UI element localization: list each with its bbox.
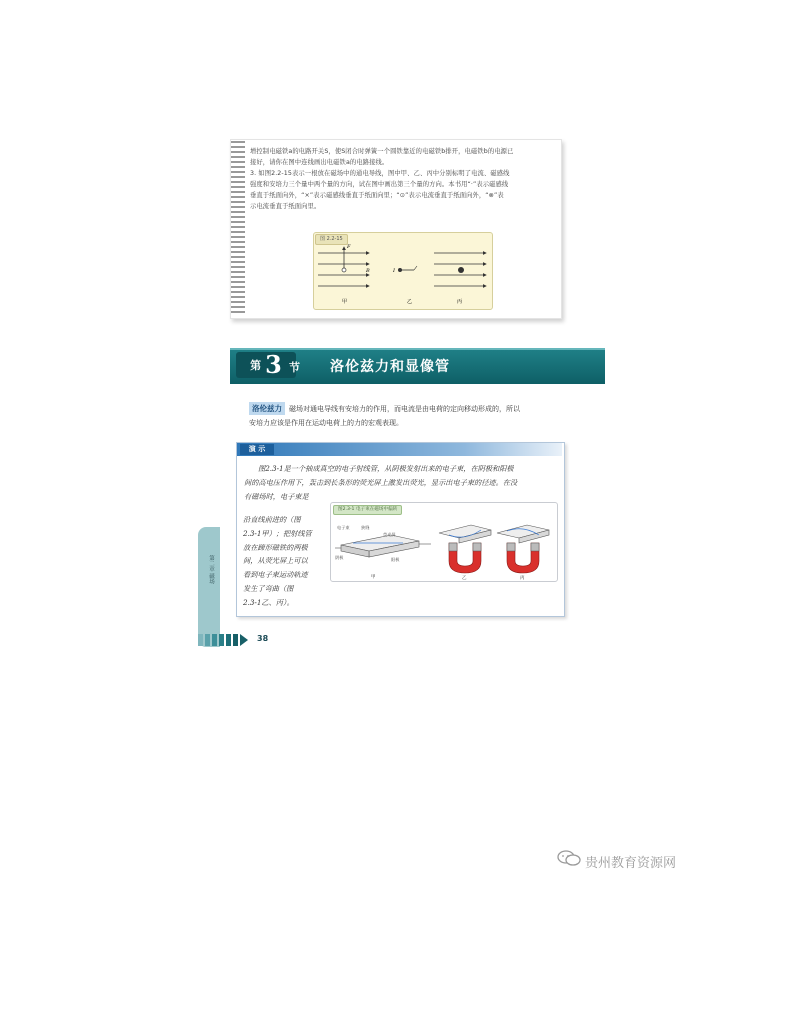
page-marker <box>198 632 256 652</box>
panel-label: 丙 <box>457 299 463 305</box>
exercise-line: 接好，请你在图中连线画出电磁铁a的电路接线。 <box>250 159 389 166</box>
watermark-text: 贵州教育资源网 <box>585 856 677 871</box>
intro-line: 磁场对通电导线有安培力的作用，而电流是由电荷的定向移动形成的，所以 <box>289 405 520 413</box>
page-number: 38 <box>257 634 269 643</box>
chapter-side-tab <box>198 527 220 647</box>
panel-label: 乙 <box>407 299 413 305</box>
label-electron: 电子束 <box>337 525 350 530</box>
figure-caption: 图 2.2-15 <box>315 234 348 245</box>
tube-jia <box>335 535 431 557</box>
chapter-label: 第二章 磁场 <box>208 555 214 585</box>
panel-label: 甲 <box>371 575 376 580</box>
exercise-line: 强度和安培力三个量中两个量的方向，试在图中画出第三个量的方向。本书用“·”表示磁感线 <box>250 181 509 188</box>
intro-paragraph <box>249 402 564 430</box>
exercise-line: 示电流垂直于纸面向里。 <box>250 203 321 210</box>
demo-line: 有磁场时，电子束是 <box>244 491 309 501</box>
demo-text <box>244 462 556 503</box>
panel-label: 丙 <box>520 576 525 581</box>
panel-yi <box>398 266 417 272</box>
demo-left-line: 2.3-1甲）；把射线管 <box>243 528 312 538</box>
exercise-line: 3. 如图2.2-15表示一根放在磁场中的通电导线，图中甲、乙、丙中分别标明了电流、磁感线 <box>250 170 510 177</box>
label-anode: 阳极 <box>391 557 400 562</box>
wechat-icon <box>556 849 582 871</box>
page-marker-bars <box>198 632 256 648</box>
demo-left-line: 放在蹄形磁铁的两极 <box>243 542 308 552</box>
spiral-binding <box>231 141 245 315</box>
demo-left-line: 发生了弯曲（图 <box>243 583 294 593</box>
section-number: 3 <box>265 350 282 379</box>
section-jie: 节 <box>289 361 300 374</box>
section-di: 第 <box>250 359 262 372</box>
demo-left-line: 2.3-1乙、丙）。 <box>243 597 294 607</box>
exercise-line: 增控制电磁铁a的电路开关S，使S闭合时弹簧一个圆铁靠近的电磁铁b排开，电磁铁b的电源已 <box>250 148 514 155</box>
magnet-bing <box>497 525 549 573</box>
keyword-label: 洛伦兹力 <box>249 402 285 415</box>
label-b: B <box>366 268 370 274</box>
label-i: I <box>393 268 395 274</box>
demo-line: 间的高电压作用下，轰击到长条形的荧光屏上激发出荧光，显示出电子束的径迹。在没 <box>244 477 518 487</box>
panel-label: 乙 <box>462 576 467 581</box>
intro-line: 安培力应该是作用在运动电荷上的力的宏观表现。 <box>249 419 403 427</box>
demo-tag: 演 示 <box>240 444 274 455</box>
panel-label: 甲 <box>342 299 348 305</box>
figure-caption: 图2.3-1 电子束在磁场中偏转 <box>333 505 402 515</box>
exercise-text <box>250 146 555 212</box>
demo-header-bar <box>237 443 562 456</box>
label-screen: 荧光屏 <box>383 532 396 537</box>
label-slit: 狭缝 <box>361 525 370 530</box>
demo-left-line: 看到电子束运动轨迹 <box>243 570 308 580</box>
label-cathode: 阴极 <box>335 555 344 560</box>
demo-left-line: 间，从荧光屏上可以 <box>243 556 308 566</box>
section-number-box <box>236 352 296 378</box>
panel-jia-lines <box>318 247 369 286</box>
magnet-yi <box>439 525 491 573</box>
demo-line: 图2.3-1是一个抽成真空的电子射线管，从阴极发射出来的电子束，在阴极和阳极 <box>258 464 514 473</box>
exercise-line: 垂直于纸面向外，“×”表示磁感线垂直于纸面向里；“⊙”表示电流垂直于纸面向外，“⊗”表 <box>250 192 504 199</box>
demo-left-line: 沿直线前进的（图 <box>243 515 301 524</box>
label-f: F <box>347 244 351 250</box>
demo-left-column <box>243 513 325 610</box>
section-title: 洛伦兹力和显像管 <box>330 359 450 375</box>
panel-bing-lines <box>434 253 486 286</box>
